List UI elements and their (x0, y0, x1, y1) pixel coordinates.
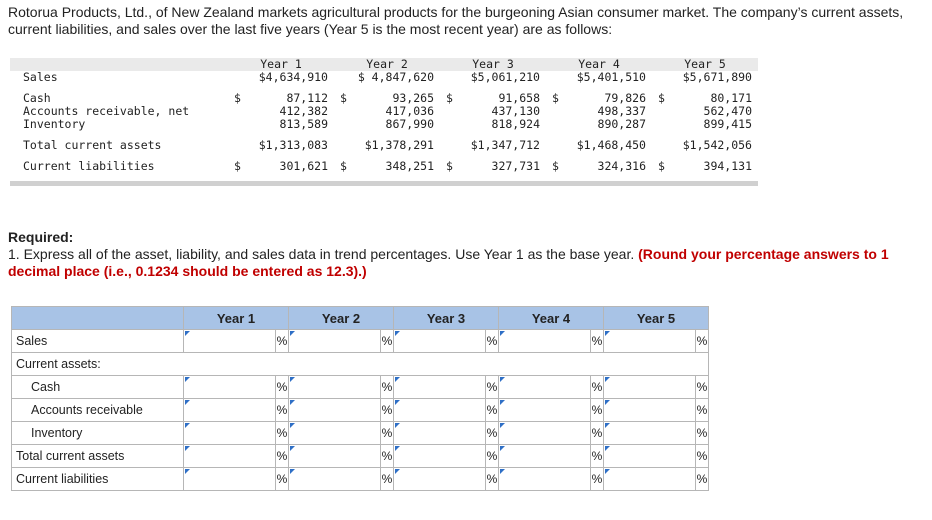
percentage-input[interactable] (499, 331, 590, 351)
problem-intro: Rotorua Products, Ltd., of New Zealand markets agricultural products for the burgeoning Asian consumer market. The company’s current assets, current liabilities, and sales over the last five years (Year 5 is the most recent year) are as follows: (8, 4, 904, 37)
answer-row-label: Total current assets (12, 445, 184, 468)
percentage-input[interactable] (394, 377, 485, 397)
answer-header-row (12, 307, 709, 330)
year-header: Year 3 (440, 58, 546, 71)
percentage-input-cell[interactable] (499, 422, 591, 445)
percentage-input-cell[interactable] (394, 445, 486, 468)
percentage-input[interactable] (184, 469, 275, 489)
value-cell: 899,415 (703, 117, 752, 131)
row-label: Current liabilities (23, 159, 155, 173)
percent-sign: % (696, 330, 709, 353)
percentage-input[interactable] (499, 377, 590, 397)
percentage-input-cell[interactable] (604, 399, 696, 422)
answer-row-label: Current assets: (12, 353, 184, 376)
value-cell: $1,468,450 (576, 138, 646, 152)
percentage-input-cell[interactable] (184, 376, 276, 399)
percentage-input[interactable] (604, 377, 695, 397)
percentage-input-cell[interactable] (289, 422, 381, 445)
percentage-input[interactable] (499, 400, 590, 420)
value-cell: 87,112 (286, 91, 328, 105)
percent-sign: % (486, 422, 499, 445)
percent-sign: % (381, 376, 394, 399)
row-label: Sales (23, 70, 58, 84)
percentage-input-cell[interactable] (184, 445, 276, 468)
answer-year-header: Year 4 (499, 307, 604, 330)
percentage-input[interactable] (184, 446, 275, 466)
percentage-input-cell[interactable] (289, 399, 381, 422)
percent-sign: % (276, 445, 289, 468)
percentage-input[interactable] (289, 331, 380, 351)
percentage-input[interactable] (604, 446, 695, 466)
percentage-input-cell[interactable] (604, 422, 696, 445)
percent-sign: % (381, 422, 394, 445)
percentage-input[interactable] (289, 469, 380, 489)
percentage-input-cell[interactable] (604, 376, 696, 399)
percent-sign: % (591, 399, 604, 422)
percentage-input-cell[interactable] (394, 376, 486, 399)
dollar-sign: $ (658, 159, 665, 173)
percent-sign: % (591, 376, 604, 399)
sales-row (10, 71, 758, 84)
answer-row-sales (12, 330, 709, 353)
row-label: Cash (23, 91, 51, 105)
liabilities-row (10, 160, 758, 173)
year-header: Year 4 (546, 58, 652, 71)
year-header: Year 2 (334, 58, 440, 71)
percentage-input-cell[interactable] (604, 330, 696, 353)
percent-sign: % (381, 399, 394, 422)
value-cell: $ 4,847,620 (357, 70, 434, 84)
percent-sign: % (381, 330, 394, 353)
dollar-sign: $ (658, 91, 665, 105)
percentage-input[interactable] (499, 469, 590, 489)
value-cell: 890,287 (597, 117, 646, 131)
percentage-input-cell[interactable] (394, 422, 486, 445)
percent-sign: % (486, 330, 499, 353)
percent-sign: % (696, 468, 709, 491)
percentage-input[interactable] (289, 423, 380, 443)
value-cell: 91,658 (498, 91, 540, 105)
percentage-input[interactable] (499, 446, 590, 466)
percentage-input[interactable] (394, 446, 485, 466)
percentage-input-cell[interactable] (499, 330, 591, 353)
percentage-input[interactable] (604, 423, 695, 443)
percentage-input[interactable] (604, 400, 695, 420)
percentage-input[interactable] (184, 377, 275, 397)
percentage-input[interactable] (604, 469, 695, 489)
required-heading: Required: (8, 229, 74, 245)
value-cell: $1,313,083 (258, 138, 328, 152)
value-cell: 437,130 (491, 104, 540, 118)
dollar-sign: $ (552, 159, 559, 173)
answer-year-header: Year 2 (289, 307, 394, 330)
percent-sign: % (276, 468, 289, 491)
answer-year-header: Year 3 (394, 307, 499, 330)
required-section (8, 229, 924, 280)
percentage-input-cell[interactable] (394, 330, 486, 353)
percentage-input-cell[interactable] (499, 468, 591, 491)
percentage-input[interactable] (499, 423, 590, 443)
percent-sign: % (276, 399, 289, 422)
answer-row-current_assets (12, 353, 709, 376)
percentage-input-cell[interactable] (499, 399, 591, 422)
dollar-sign: $ (552, 91, 559, 105)
dollar-sign: $ (446, 159, 453, 173)
answer-row-label: Inventory (12, 422, 184, 445)
percent-sign: % (276, 422, 289, 445)
answer-row-label: Current liabilities (12, 468, 184, 491)
percent-sign: % (591, 445, 604, 468)
value-cell: 562,470 (703, 104, 752, 118)
value-cell: 813,589 (279, 117, 328, 131)
value-cell: 417,036 (385, 104, 434, 118)
inventory-row (10, 118, 758, 131)
answer-row-label: Sales (12, 330, 184, 353)
value-cell: $4,634,910 (258, 70, 328, 84)
percentage-input-cell[interactable] (499, 376, 591, 399)
value-cell: 324,316 (597, 159, 646, 173)
percent-sign: % (696, 422, 709, 445)
percentage-input-cell[interactable] (499, 445, 591, 468)
percent-sign: % (591, 422, 604, 445)
percent-sign: % (276, 376, 289, 399)
value-cell: 394,131 (703, 159, 752, 173)
percent-sign: % (486, 468, 499, 491)
dollar-sign: $ (340, 159, 347, 173)
value-cell: 93,265 (392, 91, 434, 105)
percentage-input[interactable] (604, 331, 695, 351)
percentage-input[interactable] (184, 423, 275, 443)
dollar-sign: $ (234, 159, 241, 173)
percentage-input-cell[interactable] (604, 468, 696, 491)
answer-row-receivable (12, 399, 709, 422)
answer-grid (11, 306, 709, 491)
answer-row-cash (12, 376, 709, 399)
percent-sign: % (381, 468, 394, 491)
table-bottom-rule (10, 173, 758, 184)
year-header: Year 5 (652, 58, 758, 71)
percentage-input[interactable] (394, 400, 485, 420)
value-cell: 79,826 (604, 91, 646, 105)
required-instructions: 1. Express all of the asset, liability, and sales data in trend percentages. Use Year 1 as the base year. (Round your percentage answers to 1 decimal place (i.e., 0.1234 should be entered as 12.3).) (8, 246, 889, 279)
value-cell: 327,731 (491, 159, 540, 173)
percentage-input-cell[interactable] (394, 468, 486, 491)
value-cell: 498,337 (597, 104, 646, 118)
percent-sign: % (591, 468, 604, 491)
percent-sign: % (591, 330, 604, 353)
value-cell: 867,990 (385, 117, 434, 131)
value-cell: 301,621 (279, 159, 328, 173)
percent-sign: % (486, 376, 499, 399)
value-cell: $5,401,510 (576, 70, 646, 84)
value-cell: $1,542,056 (682, 138, 752, 152)
value-cell: $1,347,712 (470, 138, 540, 152)
percentage-input[interactable] (289, 400, 380, 420)
percentage-input-cell[interactable] (184, 422, 276, 445)
value-cell: $1,378,291 (364, 138, 434, 152)
rounding-note: (Round your percentage answers to 1 decimal place (i.e., 0.1234 should be entered as 12.3).) (8, 246, 889, 279)
year-header: Year 1 (228, 58, 334, 71)
percentage-input-cell[interactable] (184, 399, 276, 422)
financial-data-table (10, 58, 758, 186)
percentage-input-cell[interactable] (289, 376, 381, 399)
dollar-sign: $ (340, 91, 347, 105)
percentage-input-cell[interactable] (289, 445, 381, 468)
percentage-input-cell[interactable] (289, 330, 381, 353)
percentage-input-cell[interactable] (394, 399, 486, 422)
total-current-row (10, 139, 758, 152)
value-cell: 412,382 (279, 104, 328, 118)
percentage-input-cell[interactable] (604, 445, 696, 468)
percent-sign: % (486, 399, 499, 422)
percentage-input[interactable] (289, 377, 380, 397)
percentage-input-cell[interactable] (184, 330, 276, 353)
value-cell: $5,061,210 (470, 70, 540, 84)
percent-sign: % (696, 399, 709, 422)
percentage-input[interactable] (394, 469, 485, 489)
answer-row-liabilities (12, 468, 709, 491)
percentage-input-cell[interactable] (289, 468, 381, 491)
dollar-sign: $ (446, 91, 453, 105)
answer-year-header: Year 1 (184, 307, 289, 330)
value-cell: 818,924 (491, 117, 540, 131)
percent-sign: % (486, 445, 499, 468)
row-label: Total current assets (23, 138, 162, 152)
value-cell: 80,171 (710, 91, 752, 105)
dollar-sign: $ (234, 91, 241, 105)
percentage-input[interactable] (184, 331, 275, 351)
percent-sign: % (381, 445, 394, 468)
percentage-input[interactable] (184, 400, 275, 420)
answer-row-label: Cash (12, 376, 184, 399)
percentage-input-cell[interactable] (184, 468, 276, 491)
percent-sign: % (696, 376, 709, 399)
percentage-input[interactable] (394, 331, 485, 351)
percent-sign: % (276, 330, 289, 353)
row-label: Accounts receivable, net (23, 104, 190, 118)
answer-year-header: Year 5 (604, 307, 709, 330)
value-cell: $5,671,890 (682, 70, 752, 84)
answer-row-total (12, 445, 709, 468)
percentage-input[interactable] (289, 446, 380, 466)
row-label: Inventory (23, 117, 86, 131)
answer-row-label: Accounts receivable (12, 399, 184, 422)
percentage-input[interactable] (394, 423, 485, 443)
answer-row-inventory (12, 422, 709, 445)
value-cell: 348,251 (385, 159, 434, 173)
percent-sign: % (696, 445, 709, 468)
